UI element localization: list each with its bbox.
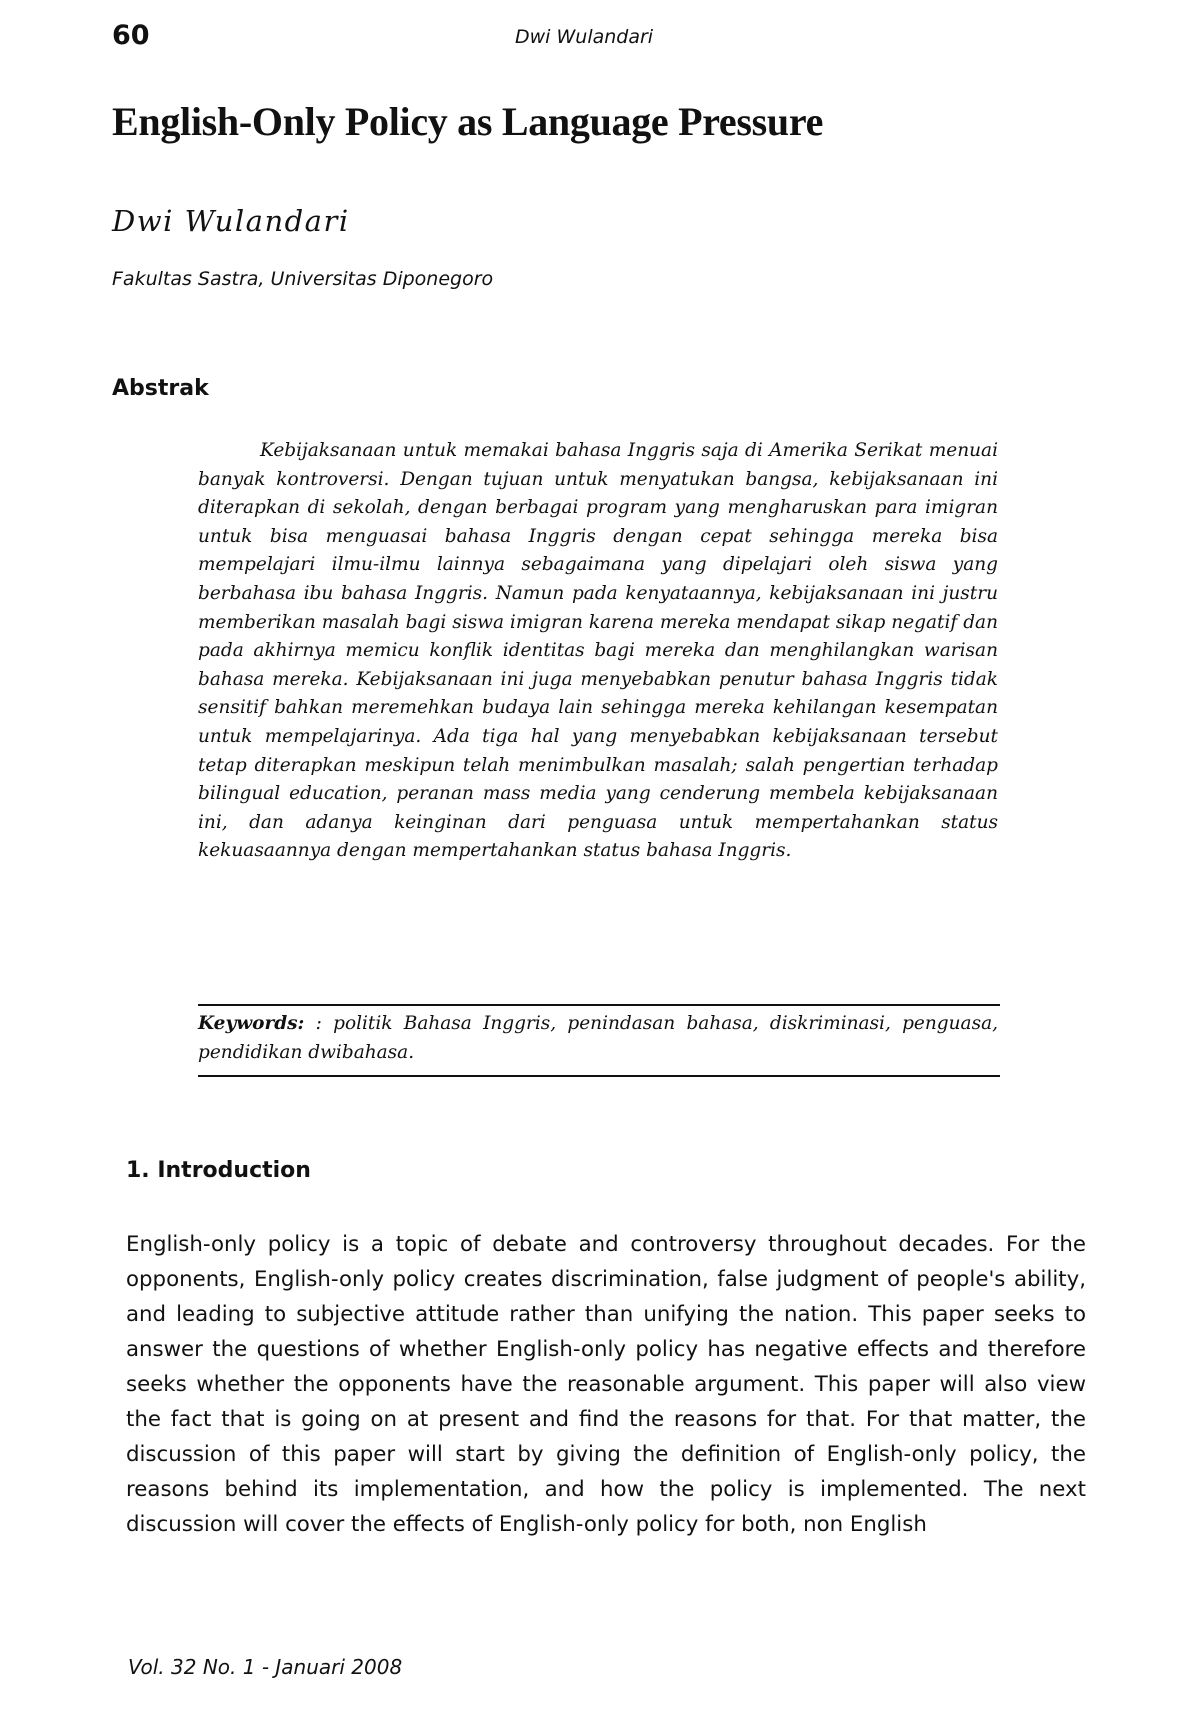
keywords-label: Keywords: — [198, 1013, 305, 1034]
section-heading-introduction: 1. Introduction — [126, 1158, 311, 1183]
abstract-heading: Abstrak — [112, 376, 209, 401]
author-affiliation: Fakultas Sastra, Universitas Diponegoro — [112, 268, 494, 290]
footer-citation: Vol. 32 No. 1 - Januari 2008 — [128, 1655, 403, 1679]
page-number: 60 — [112, 20, 150, 51]
keywords-bottom-rule — [198, 1075, 1000, 1077]
abstract-text: Kebijaksanaan untuk memakai bahasa Inggris saja di Amerika Serikat menuai banyak kontroversi. Dengan tujuan untuk menyatukan bangsa, kebijaksanaan ini diterapkan di sekolah, dengan berbagai program yang mengharuskan para imigran untuk bisa menguasai bahasa Inggris dengan cepat sehingga mereka bisa mempelajari ilmu-ilmu lainnya sebagaimana yang dipelajari oleh siswa yang berbahasa ibu bahasa Inggris. Namun pada kenyataannya, kebijaksanaan ini justru memberikan masalah bagi siswa imigran karena mereka mendapat sikap negatif dan pada akhirnya memicu konflik identitas bagi mereka dan menghilangkan warisan bahasa mereka. Kebijaksanaan ini juga menyebabkan penutur bahasa Inggris tidak sensitif bahkan meremehkan budaya lain sehingga mereka kehilangan kesempatan untuk mempelajarinya. Ada tiga hal yang menyebabkan kebijaksanaan tersebut tetap diterapkan meskipun telah menimbulkan masalah; salah pengertian terhadap bilingual education, peranan mass media yang cenderung membela kebijaksanaan ini, dan adanya keinginan dari penguasa untuk mempertahankan status kekuasaannya dengan mempertahankan status bahasa Inggris. — [198, 440, 998, 862]
running-head: Dwi Wulandari — [515, 26, 654, 48]
article-title: English-Only Policy as Language Pressure — [112, 99, 824, 144]
keywords-block — [198, 1009, 998, 1067]
keywords-text: : politik Bahasa Inggris, penindasan bahasa, diskriminasi, penguasa, pendidikan dwibahasa. — [198, 1013, 998, 1063]
author-name: Dwi Wulandari — [112, 204, 350, 238]
introduction-text: English-only policy is a topic of debate and controversy throughout decades. For the opponents, English-only policy creates discrimination, false judgment of people's ability, and leading to subjective attitude rather than unifying the nation. This paper seeks to answer the questions of whether English-only policy has negative effects and therefore seeks whether the opponents have the reasonable argument. This paper will also view the fact that is going on at present and find the reasons for that. For that matter, the discussion of this paper will start by giving the definition of English-only policy, the reasons behind its implementation, and how the policy is implemented. The next discussion will cover the effects of English-only policy for both, non English — [126, 1232, 1086, 1537]
keywords-top-rule — [198, 1004, 1000, 1006]
